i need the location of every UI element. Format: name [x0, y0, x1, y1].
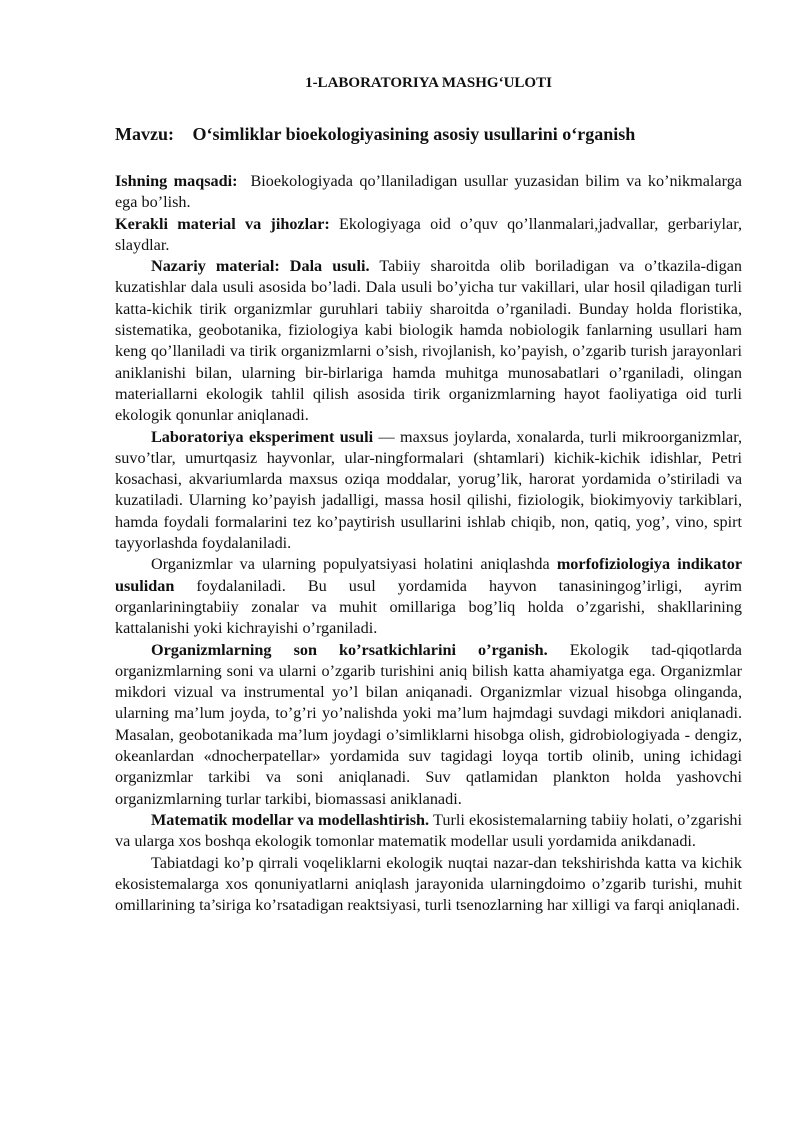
- morpho-text-after: foydalaniladi. Bu usul yordamida hayvon tanasiningog’irligi, ayrim organlariningtabiiy zonalar va muhit omillariga bog’liq holda o’zgarishi, shakllarining kattalanishi yoki kichrayishi o’rganiladi.: [115, 576, 742, 638]
- goal-label: Ishning maqsadi:: [115, 172, 238, 190]
- closing-paragraph: Tabiatdagi ko’p qirrali voqeliklarni ekologik nuqtai nazar-dan tekshirishda katta va kichik ekosistemalarga xos qonuniyatlarni aniqlash jarayonida ularningdoimo o’zgarib turishi, muhit omillarining ta’siriga ko’rsatadigan reaktsiyasi, turli tsenozlarning har xilligi va farqi aniqlanadi.: [115, 853, 742, 915]
- document-page: [115, 75, 742, 916]
- page-title: 1-LABORATORIYA MASHG‘ULOTI: [305, 75, 552, 91]
- lab-method-text: — maxsus joylarda, xonalarda, turli mikroorganizmlar, suvo’tlar, umurtqasiz hayvonlar, ular-ningformalari (shtamlari) kichik-kichik idishlar, Petri kosachasi, akvariumlarda maxsus oziqa moddalar, yorug’lik, harorat yordamida o’stiriladi va kuzatiladi. Ularning ko’payish jadalligi, massa hosil qilishi, fiziologik, biokimyoviy tarkiblari, hamda foydali formalarini tez ko’paytirish usullarini ishlab chiqib, non, qatiq, yog’, vino, spirt tayyorlashda foydalaniladi.: [115, 427, 742, 553]
- counting-paragraph: [115, 640, 742, 810]
- materials-paragraph: [115, 214, 742, 257]
- theory-paragraph: [115, 256, 742, 426]
- topic-text: O‘simliklar bioekologiyasining asosiy usullarini o‘rganish: [192, 124, 636, 144]
- models-paragraph: [115, 810, 742, 853]
- theory-text: Tabiiy sharoitda olib boriladigan va o’tkazila-digan kuzatishlar dala usuli asosida bo’ladi. Dala usuli bo’yicha tur vakillari, ular hosil qiladigan turli katta-kichik tirik organizmlar guruhlari tabiiy sharoitda o’rganiladi. Bunday holda floristika, sistematika, geobotanika, fiziologiya kabi biologik hamda nobiologik fanlarning usullari ham keng qo’llaniladi va tirik organizmlarni o’sish, rivojlanish, ko’payish, o’zgarib turish jarayonlari aniklanishi bilan, ularning bir-birlariga hamda muhitga munosabatlari o’rganiladi, olingan materiallarni ekologik tahlil qilish asosida tirik organizmlarning hayot faoliyatiga oid turli ekologik qonunlar aniqlanadi.: [115, 257, 742, 425]
- topic-label: Mavzu:: [115, 124, 174, 144]
- topic-line: [115, 124, 742, 145]
- materials-label: Kerakli material va jihozlar:: [115, 214, 330, 233]
- morpho-paragraph: [115, 554, 742, 639]
- counting-label: Organizmlarning son ko’rsatkichlarini o’rganish.: [151, 640, 548, 659]
- goal-paragraph: [115, 171, 742, 214]
- lab-method-label: Laboratoriya eksperiment usuli: [151, 427, 374, 446]
- materials-text: Ekologiyaga oid o’quv qo’llanmalari,jadvallar, gerbariylar, slaydlar.: [115, 214, 743, 254]
- lab-method-paragraph: [115, 427, 742, 555]
- morpho-label: morfofiziologiya indikator usulidan: [115, 555, 743, 595]
- counting-text: Ekologik tad-qiqotlarda organizmlarning soni va ularni o’zgarib turishini aniq bilish katta ahamiyatga ega. Organizmlar mikdori vizual va instrumental yo’l bilan aniqanadi. Organizmlar vizual hisobga olinganda, ularning ma’lum joyda, to’g’ri yo’nalishda yoki ma’lum hajmdagi suvdagi mikdori aniqlanadi. Masalan, geobotanikada ma’lum joydagi o’simliklarni hisobga olish, gidrobiologiyada - dengiz, okeanlardan «dnocherpatellar» yordamida suv tagidagi loyqa tortib olinib, uning ichidagi organizmlar tarkibi va soni aniqlanadi. Suv qatlamidan plankton holda yashovchi organizmlarning turlar tarkibi, biomassasi aniklanadi.: [115, 640, 742, 808]
- theory-label: Nazariy material: Dala usuli.: [151, 257, 370, 276]
- goal-text: Bioekologiyada qo’llaniladigan usullar yuzasidan bilim va ko’nikmalarga ega bo’lish.: [115, 172, 742, 212]
- morpho-text-before: Organizmlar va ularning populyatsiyasi holatini aniqlashda: [151, 555, 550, 574]
- models-label: Matematik modellar va modellashtirish.: [151, 810, 430, 829]
- models-text: Turli ekosistemalarning tabiiy holati, o’zgarishi va ularga xos boshqa ekologik tomonlar matematik modellar usuli yordamida anikdanadi.: [115, 810, 742, 851]
